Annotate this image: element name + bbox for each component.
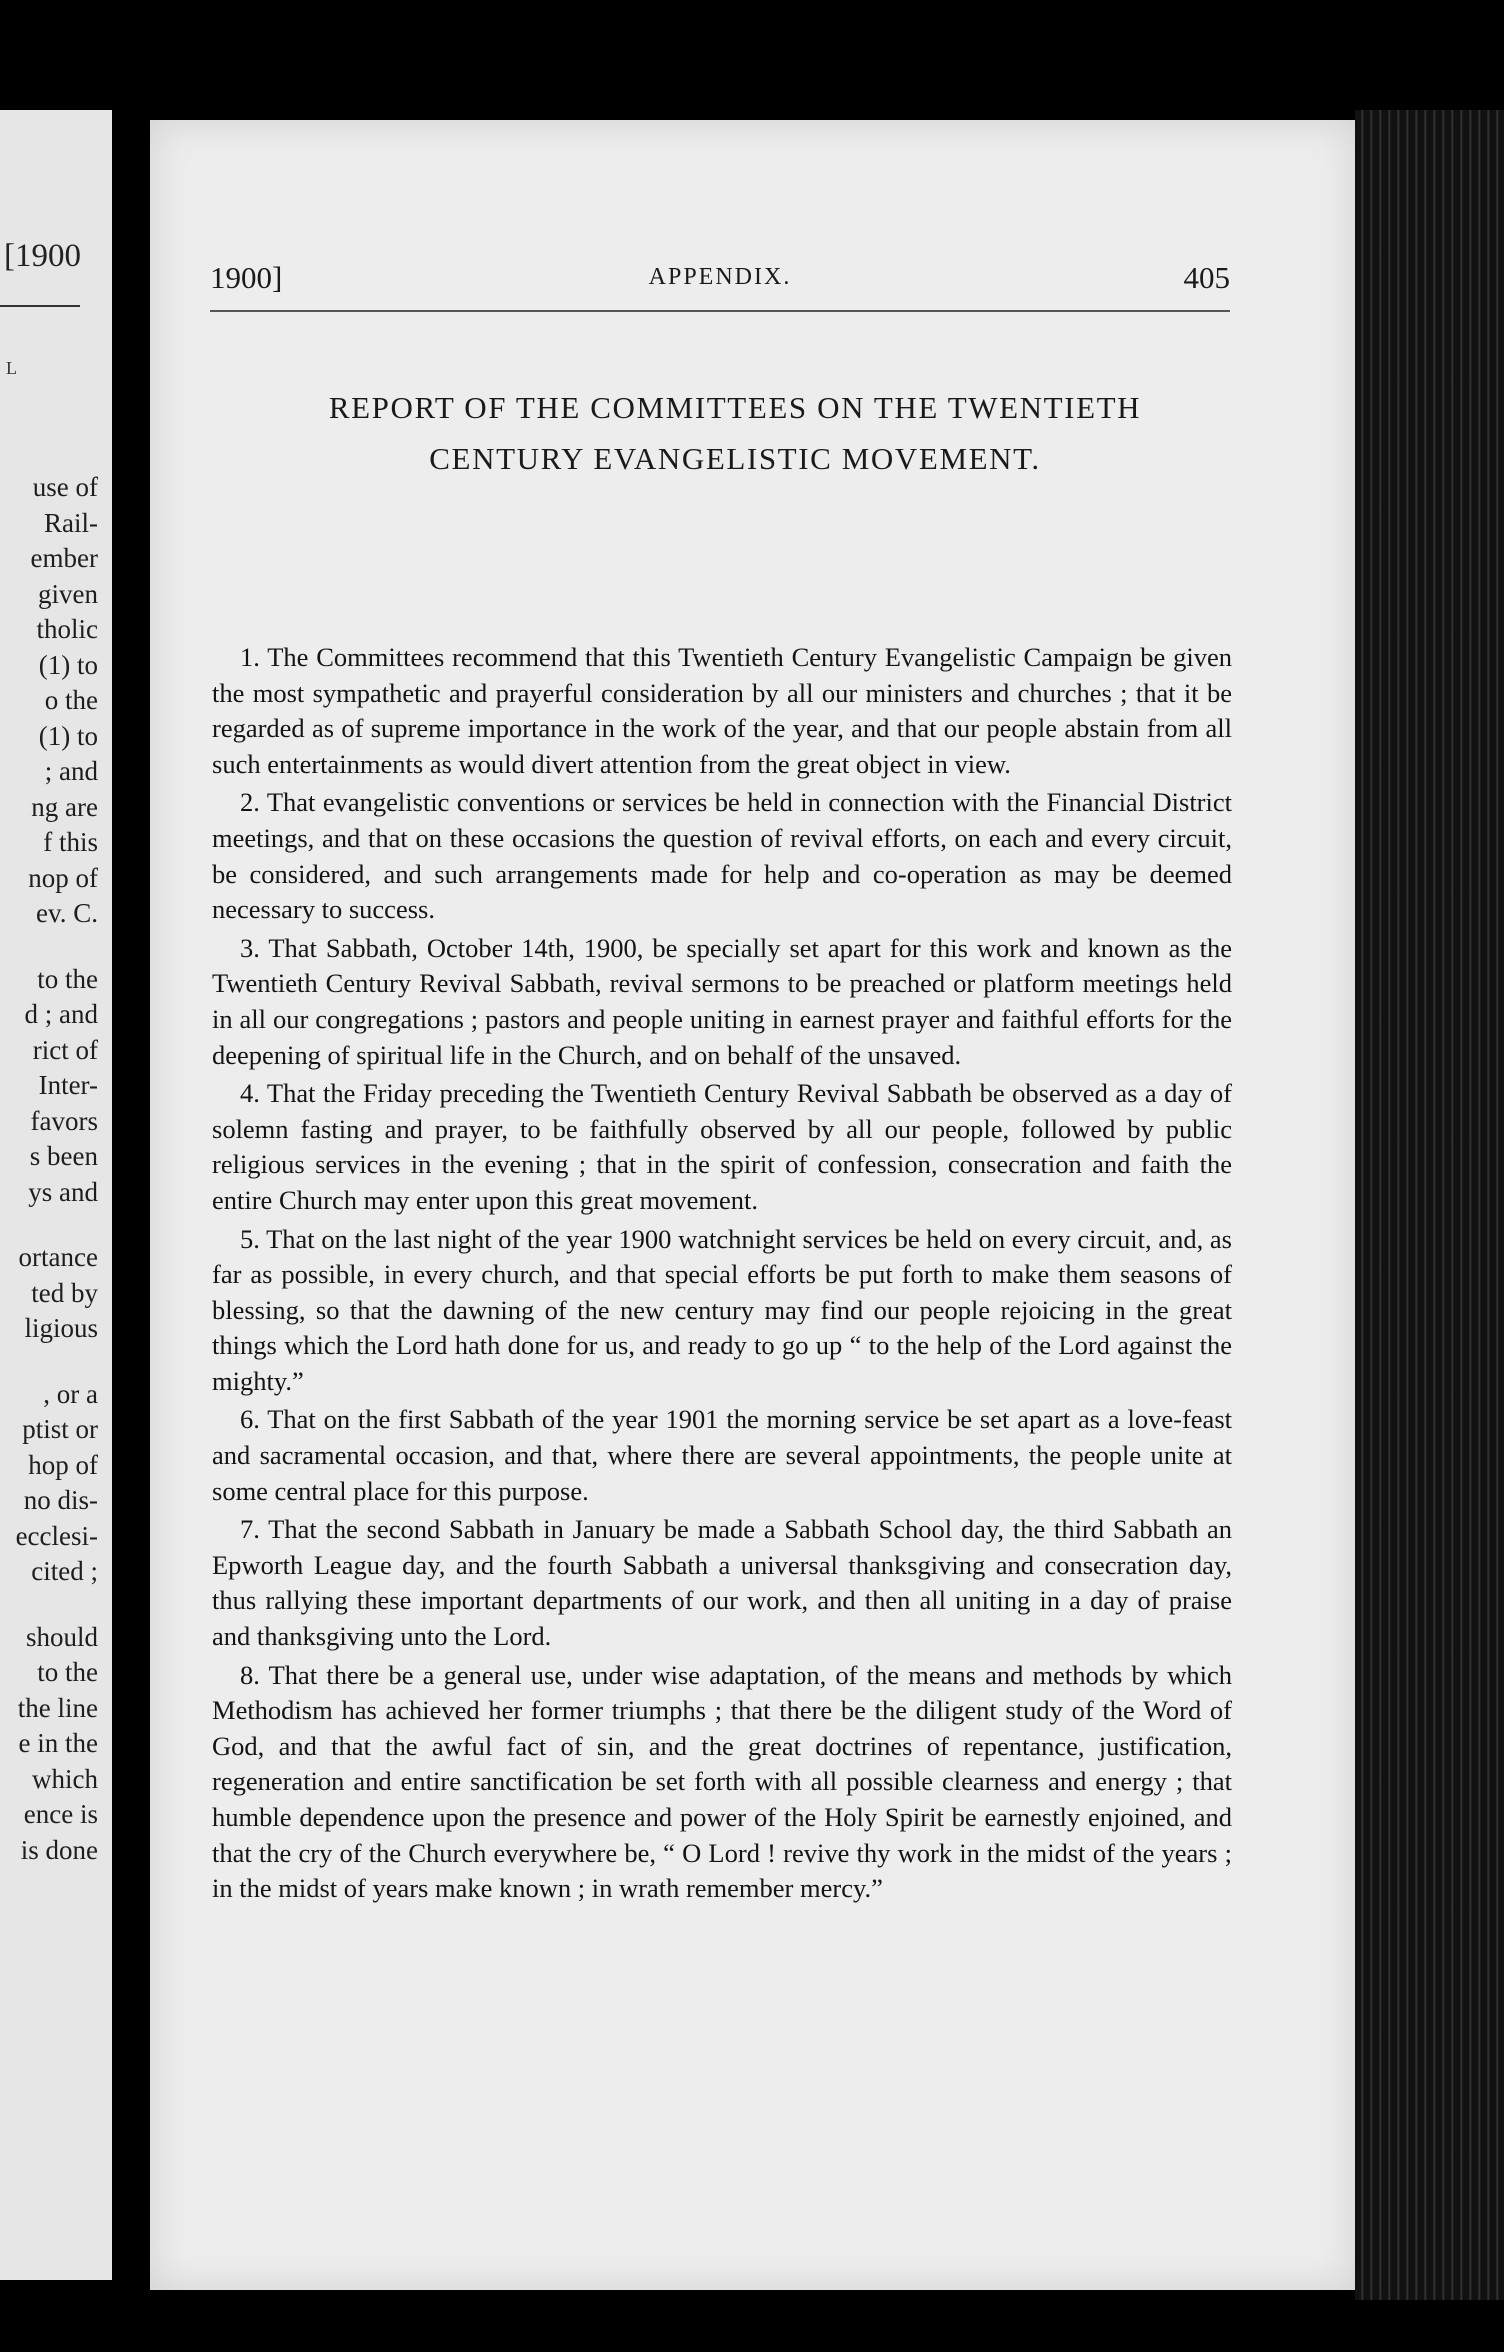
facing-line: cited ;	[31, 1556, 98, 1586]
facing-line: use of	[32, 472, 98, 502]
report-title-line-2: CENTURY EVANGELISTIC MOVEMENT.	[429, 441, 1041, 476]
facing-line: hop of	[28, 1449, 98, 1480]
resolution-8: 8. That there be a general use, under wise adaptation, of the means and methods by which Methodism has achieved her former triumphs ; that there be the diligent study of the Word of God, and that the awful fact of sin, and the great doctrines of repentance, justification, regeneration and entire sanctification be set forth with all possible clearness and energy ; that humble dependence upon the presence and power of the Holy Spirit be earnestly enjoined, and that the cry of the Church everywhere be, “ O Lord ! revive thy work in the midst of the years ; in the midst of years make known ; in wrath remember mercy.”	[212, 1659, 1232, 1904]
facing-line: nop of	[28, 862, 98, 893]
resolution-4: 4. That the Friday preceding the Twentieth Century Revival Sabbath be observed as a day of solemn fasting and prayer, to be faithfully observed by all our people, followed by public religious services in the evening ; that in the spirit of confession, consecration and faith the entire Church may enter upon this great movement.	[212, 1078, 1232, 1215]
running-head-year: 1900]	[210, 260, 283, 295]
facing-page-text	[0, 470, 98, 1868]
resolution-6: 6. That on the first Sabbath of the year 1901 the morning service be set apart as a love-feast and sacramental occasion, and that, where there are several appointments, the people unite at some central place for this purpose.	[212, 1404, 1232, 1506]
facing-line: given	[38, 578, 98, 609]
facing-line: ; and	[44, 756, 98, 786]
facing-line: ev. C.	[36, 898, 98, 928]
facing-line: ligious	[24, 1313, 98, 1343]
facing-line: ember	[30, 543, 98, 573]
facing-gap	[0, 1347, 98, 1377]
facing-line: to the	[37, 1657, 98, 1687]
facing-line: (1) to	[38, 720, 98, 751]
facing-line: favors	[30, 1105, 98, 1136]
resolution-7: 7. That the second Sabbath in January be made a Sabbath School day, the third Sabbath an Epworth League day, and the fourth Sabbath a universal thanksgiving and consecration day, thus rallying these important departments of our work, and then all uniting in a day of praise and thanksgiving unto the Lord.	[212, 1514, 1232, 1652]
facing-page-header: [1900	[4, 238, 81, 274]
facing-line: ptist or	[22, 1414, 98, 1444]
facing-line: s been	[29, 1141, 98, 1171]
facing-line: no dis-	[23, 1485, 98, 1515]
facing-page-rule	[0, 305, 80, 307]
facing-gap	[0, 932, 98, 962]
facing-page-mark: L	[6, 358, 17, 378]
facing-line: ence is	[23, 1799, 98, 1829]
resolution-1: 1. The Committees recommend that this Twentieth Century Evangelistic Campaign be given the most sympathetic and prayerful consideration by all our ministers and churches ; that it be regarded as of supreme importance in the work of the year, and that our people abstain from all such entertainments as would divert attention from the great object in view.	[212, 642, 1232, 779]
facing-gap	[0, 1210, 98, 1240]
facing-line: e in the	[18, 1728, 98, 1758]
facing-line: d ; and	[24, 999, 98, 1029]
facing-line: ys and	[28, 1176, 98, 1207]
running-head	[210, 260, 1230, 300]
facing-line: Inter-	[38, 1070, 98, 1100]
facing-line: should	[25, 1621, 98, 1652]
facing-line: the line	[17, 1692, 98, 1723]
page-edges	[1355, 110, 1504, 2300]
main-page	[150, 120, 1355, 2290]
page-number: 405	[1183, 260, 1230, 295]
facing-line: (1) to	[38, 649, 98, 680]
facing-line: to the	[37, 963, 98, 994]
resolution-3: 3. That Sabbath, October 14th, 1900, be specially set apart for this work and known as the Twentieth Century Revival Sabbath, revival sermons to be preached or platform meetings held in all our congregations ; pastors and people uniting in earnest prayer and faithful efforts for the deepening of spiritual life in the Church, and on behalf of the unsaved.	[212, 932, 1232, 1070]
facing-line: Rail-	[44, 507, 98, 538]
facing-page-fragment	[0, 110, 112, 2280]
facing-gap	[0, 1590, 98, 1620]
facing-line: f this	[43, 827, 98, 857]
running-head-section: APPENDIX.	[648, 264, 792, 290]
resolution-2: 2. That evangelistic conventions or services be held in connection with the Financial District meetings, and that on these occasions the question of revival efforts, on each and every circuit, be considered, and such arrangements made for help and co-operation as may be deemed necessary to success.	[212, 787, 1232, 925]
facing-line: ortance	[18, 1242, 98, 1272]
facing-line: ecclesi-	[15, 1520, 98, 1551]
report-body	[212, 640, 1232, 1910]
resolution-5: 5. That on the last night of the year 1900 watchnight services be held on every circuit, and, as far as possible, in every church, and that special efforts be put forth to make them seasons of blessing, so that the dawning of the new century may find our people rejoicing in the great things which the Lord hath done for us, and ready to go up “ to the help of the Lord against the mighty.”	[212, 1223, 1232, 1396]
facing-line: ted by	[31, 1277, 98, 1308]
facing-line: tholic	[36, 614, 98, 644]
facing-line: which	[32, 1763, 98, 1794]
facing-line: ng are	[31, 791, 98, 822]
facing-line: rict of	[32, 1034, 98, 1065]
facing-line: is done	[20, 1834, 98, 1865]
facing-line: o the	[44, 685, 98, 715]
book-gutter	[112, 80, 152, 2320]
report-title-line-1: REPORT OF THE COMMITTEES ON THE TWENTIETH	[328, 390, 1142, 425]
facing-line: , or a	[43, 1378, 98, 1409]
header-rule	[210, 310, 1230, 312]
report-title	[190, 382, 1280, 484]
